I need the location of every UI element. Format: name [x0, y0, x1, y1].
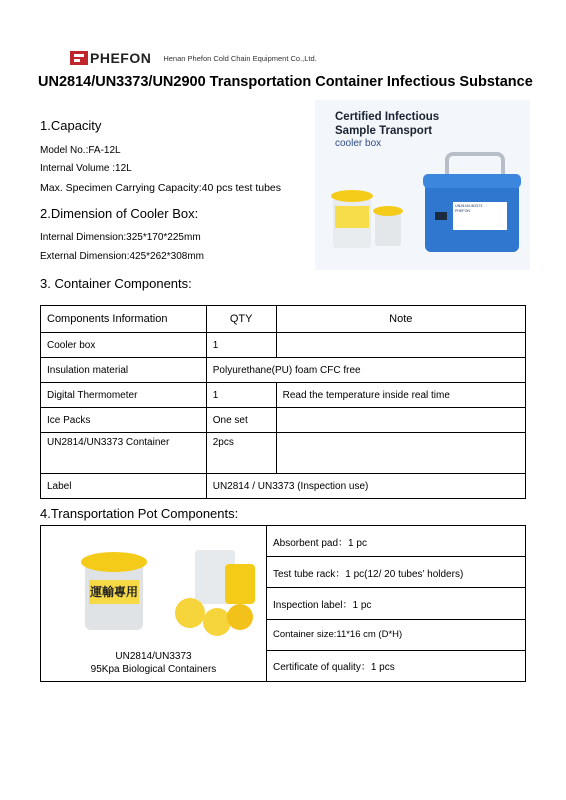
pot-item: Absorbent pad：1 pc [267, 526, 526, 557]
table-row [41, 358, 526, 383]
pot-item: Certificate of quality：1 pcs [267, 650, 526, 681]
table-cell: Ice Packs [41, 408, 207, 433]
promo-subtitle: cooler box [335, 138, 382, 149]
thermometer-display-icon [435, 212, 447, 220]
table-cell: UN2814/UN3373 Container [41, 433, 207, 474]
table-row [41, 408, 526, 433]
jar-label: 運輸專用 [89, 580, 139, 604]
capacity-heading: 1.Capacity [40, 118, 102, 133]
model-number: Model No.:FA-12L [40, 145, 121, 156]
column-header: QTY [206, 306, 276, 333]
pot-item: Container size:11*16 cm (D*H) [267, 619, 526, 650]
table-header-row [41, 306, 526, 333]
pot-components-heading: 4.Transportation Pot Components: [40, 506, 239, 521]
promo-title: Certified Infectious Sample Transport [335, 111, 440, 137]
specimen-capacity: Max. Specimen Carrying Capacity:40 pcs test tubes [40, 182, 282, 194]
pot-caption: UN2814/UN3373 95Kpa Biological Containers [90, 651, 217, 675]
cooler-lid [423, 174, 521, 188]
column-header: Components Information [41, 306, 207, 333]
table-cell [276, 408, 525, 433]
table-cell: One set [206, 408, 276, 433]
container-photo [53, 544, 159, 642]
phefon-logo-icon [70, 51, 88, 65]
pot-image-cell [41, 526, 267, 682]
pot-components-table [40, 525, 526, 682]
table-row [41, 333, 526, 358]
internal-dimension: Internal Dimension:325*170*225mm [40, 232, 201, 243]
page-header [70, 48, 317, 68]
internal-volume: Internal Volume :12L [40, 163, 132, 174]
table-cell: UN2814 / UN3373 (Inspection use) [206, 474, 525, 499]
table-row [41, 526, 526, 557]
container-lid [331, 190, 373, 202]
table-cell: 2pcs [206, 433, 276, 474]
table-cell: Digital Thermometer [41, 383, 207, 408]
column-header: Note [276, 306, 525, 333]
table-cell: Cooler box [41, 333, 207, 358]
container-lid-small [373, 206, 403, 216]
logo-text: PHEFON [90, 50, 152, 66]
table-cell: Read the temperature inside real time [276, 383, 525, 408]
components-heading: 3. Container Components: [40, 276, 192, 291]
container-parts-photo [165, 544, 261, 642]
biological-container-small [375, 212, 401, 246]
table-cell: Insulation material [41, 358, 207, 383]
pot-item: Inspection label：1 pc [267, 588, 526, 619]
table-cell [276, 333, 525, 358]
absorbent-pad [175, 598, 205, 628]
table-cell: Polyurethane(PU) foam CFC free [206, 358, 525, 383]
table-cell: Label [41, 474, 207, 499]
cooler-label: UN2814/UN3373 PHEFON [453, 202, 507, 230]
table-cell: 1 [206, 333, 276, 358]
table-cell [276, 433, 525, 474]
container-label [335, 206, 369, 228]
table-row [41, 433, 526, 474]
yellow-container [225, 564, 255, 604]
company-name: Henan Phefon Cold Chain Equipment Co.,Ltd. [163, 53, 317, 63]
pot-item: Test tube rack：1 pc(12/ 20 tubes’ holders) [267, 557, 526, 588]
table-row [41, 383, 526, 408]
components-table [40, 305, 526, 499]
jar-lid [81, 552, 147, 572]
table-cell: 1 [206, 383, 276, 408]
cooler-box-product-image [315, 100, 530, 270]
table-row [41, 474, 526, 499]
external-dimension: External Dimension:425*262*308mm [40, 251, 204, 262]
pot-photos [41, 544, 266, 644]
dimension-heading: 2.Dimension of Cooler Box: [40, 206, 199, 221]
document-title: UN2814/UN3373/UN2900 Transportation Container Infectious Substance [38, 74, 533, 90]
container-lid [227, 604, 253, 630]
